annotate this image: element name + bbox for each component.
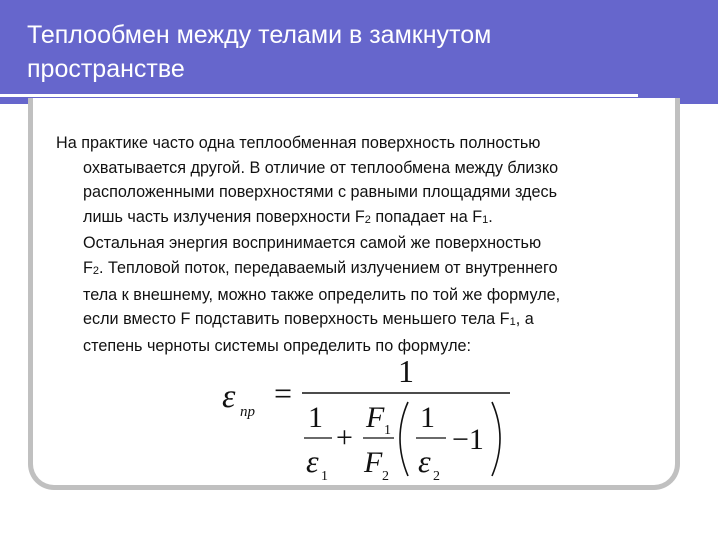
- paragraph-line-5: Остальная энергия воспринимается самой же поверхностью: [83, 234, 542, 253]
- f2-letter: F: [364, 446, 383, 479]
- paragraph-line-9: степень черноты системы определить по формуле:: [83, 336, 472, 355]
- epsilon-subscript-np: пр: [240, 404, 255, 420]
- term2-numerator: 1: [420, 401, 435, 434]
- main-numerator-one: 1: [398, 353, 414, 389]
- term2-epsilon-sub: 2: [433, 469, 440, 484]
- line-8-text-a: если вместо F подставить поверхность меньшего тела F: [83, 310, 510, 329]
- slide-title: [27, 18, 627, 86]
- term1-numerator: 1: [308, 401, 323, 434]
- slide-title-line-2: пространстве: [27, 55, 185, 83]
- title-bar: [0, 0, 718, 104]
- paragraph-line-4: [56, 205, 690, 232]
- slide-title-line-1: Теплообмен между телами в замкнутом: [27, 21, 492, 49]
- f2-subscript: 2: [382, 469, 389, 484]
- line-8-text-b: , а: [515, 310, 534, 329]
- emissivity-formula: [220, 352, 520, 492]
- term1-epsilon-sub: 1: [321, 469, 328, 484]
- body-paragraph: [56, 131, 690, 358]
- f1-letter: F: [366, 401, 385, 434]
- right-parenthesis: [492, 402, 500, 476]
- left-parenthesis: [400, 402, 408, 476]
- paragraph-line-3: расположенными поверхностями с равными площадями здесь: [83, 183, 558, 202]
- plus-sign: +: [336, 421, 353, 454]
- line-4-text-c: .: [488, 207, 493, 226]
- subscript-f2: 2: [364, 213, 371, 226]
- equals-sign: =: [274, 375, 293, 411]
- f1-subscript: 1: [384, 423, 391, 438]
- line-4-text-b: попадает на F: [370, 207, 483, 226]
- term1-epsilon: ε: [306, 443, 319, 479]
- paragraph-line-6: [56, 256, 690, 283]
- line-6-text-a: F: [83, 258, 93, 277]
- subscript-f1: 1: [482, 213, 489, 226]
- line-6-text-b: . Тепловой поток, передаваемый излучением от внутреннего: [99, 258, 558, 277]
- epsilon-symbol: ε: [222, 378, 236, 415]
- paragraph-line-1: На практике часто одна теплообменная поверхность полностью: [56, 134, 541, 152]
- minus-one: −1: [452, 423, 484, 456]
- line-4-text-a: лишь часть излучения поверхности F: [83, 207, 365, 226]
- subscript-f2-line6: 2: [92, 264, 100, 277]
- paragraph-line-7: тела к внешнему, можно также определить по той же формуле,: [83, 285, 561, 304]
- paragraph-line-8: [56, 307, 690, 334]
- term2-epsilon: ε: [418, 443, 431, 479]
- paragraph-line-2: охватывается другой. В отличие от теплообмена между близко: [83, 158, 559, 177]
- title-underline: [0, 94, 638, 97]
- subscript-f1-line8: 1: [509, 316, 516, 329]
